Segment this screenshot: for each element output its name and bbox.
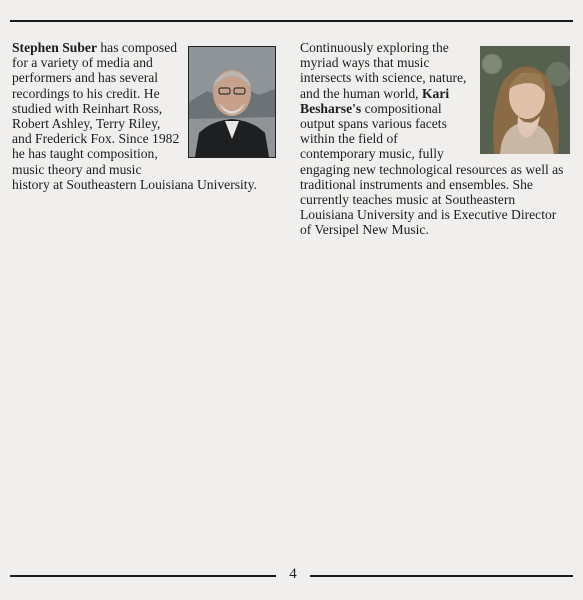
portrait-kari-besharse [480, 46, 570, 154]
bio-body-besharse: compositional output spans various facets within the field of contemporary music, fully engaging new technological resources as well as traditional instruments and ensembles. She currently teaches music at Southeastern Louisiana University and is Executive Director of Versipel New Music. [300, 100, 564, 238]
bio-body-suber: has composed for a variety of media and performers and has several recordings to his credit. He studied with Reinhart Ross, Robert Ashley, Terry Riley, and Frederick Fox. Since 1982 he has taught composition, music theory and music history at Southeastern Louisiana University. [12, 40, 257, 192]
name-stephen-suber: Stephen Suber [12, 40, 97, 55]
bio-intro-besharse: Continuously exploring the myriad ways that music intersects with science, nature, and the human world, [300, 40, 467, 101]
portrait-stephen-suber [188, 46, 276, 158]
bio-kari-besharse [300, 40, 570, 238]
portrait-kari-besharse-image [480, 46, 570, 154]
bio-stephen-suber [12, 40, 276, 192]
top-rule [10, 20, 573, 22]
footer-rule-right [310, 575, 573, 577]
name-kari-besharse: Kari Besharse's [300, 85, 450, 116]
portrait-stephen-suber-image [189, 47, 275, 157]
page-number: 4 [289, 566, 297, 582]
footer-rule-left [10, 575, 276, 577]
